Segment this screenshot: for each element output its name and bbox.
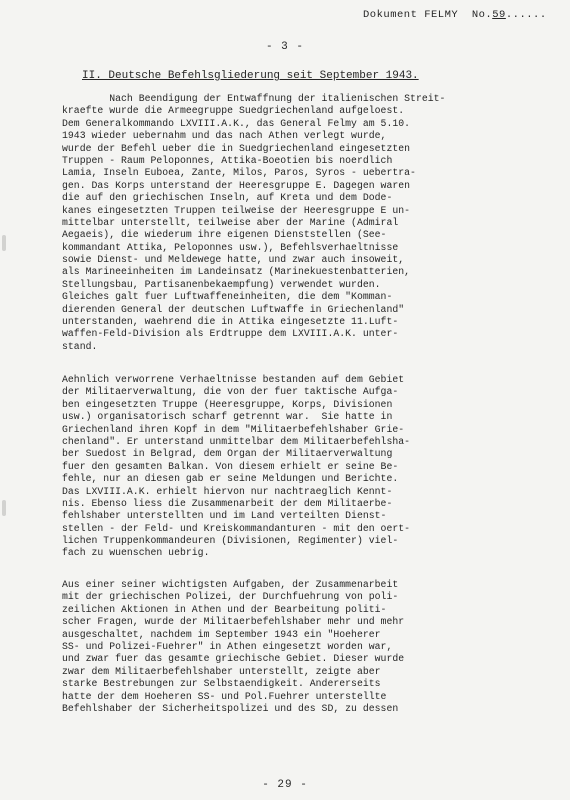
text-line: lichen Truppenkommandeuren (Divisionen, Regimenter) viel- (62, 535, 399, 547)
text-line: Aehnlich verworrene Verhaeltnisse bestanden auf dem Gebiet (62, 374, 405, 385)
text-line: Nach Beendigung der Entwaffnung der italienischen Streit- (62, 93, 446, 104)
text-line: als Marineeinheiten im Landeinsatz (Marinekuestenbatterien, (62, 266, 411, 278)
text-line: zeilichen Aktionen in Athen und der Bearbeitung politi- (62, 603, 387, 615)
text-line: Aus einer seiner wichtigsten Aufgaben, der Zusammenarbeit (62, 579, 399, 590)
text-line: dierenden General der deutschen Luftwaffe in Griechenland" (62, 303, 405, 315)
document-label: Dokument FELMY No. (363, 9, 493, 21)
text-line: kanes eingesetzten Truppen teilweise der Heeresgruppe E un- (62, 204, 411, 216)
paragraph-1 (62, 93, 532, 353)
text-line: stellen - der Feld- und Kreiskommandanturen - mit den oert- (62, 522, 411, 534)
text-line: gen. Das Korps unterstand der Heeresgruppe E. Dagegen waren (62, 179, 411, 191)
text-line: der Militaerverwaltung, die von der fuer taktische Aufga- (62, 386, 399, 398)
text-line: nis. Ebenso liess die Zusammenarbeit der dem Militaerbe- (62, 497, 393, 509)
document-reference (363, 9, 547, 21)
text-line: Befehlshaber der Sicherheitspolizei und des SD, zu dessen (62, 702, 399, 714)
punch-hole-mark (2, 235, 6, 251)
text-line: hatte der dem Hoeheren SS- und Pol.Fuehrer unterstellte (62, 690, 387, 702)
document-number: 59 (492, 9, 506, 21)
text-line: unterstanden, waehrend die in Attika eingesetzte 11.Luft- (62, 316, 399, 328)
text-line: mit der griechischen Polizei, der Durchfuehrung von poli- (62, 591, 399, 603)
text-line: ber Suedost in Belgrad, dem Organ der Militaerverwaltung (62, 448, 393, 460)
document-number-dots: ...... (505, 9, 547, 21)
text-line: usw.) organisatorisch scharf getrennt war. Sie hatte in (62, 411, 393, 423)
section-heading: II. Deutsche Befehlsgliederung seit September 1943. (82, 70, 419, 82)
text-line: Stellungsbau, Partisanenbekaempfung) verwendet wurden. (62, 278, 381, 290)
text-line: und zwar fuer das gesamte griechische Gebiet. Dieser wurde (62, 653, 405, 665)
page-number: - 3 - (265, 41, 304, 53)
text-line: Dem Generalkommando LXVIII.A.K., das General Felmy am 5.10. (62, 117, 411, 129)
text-line: Truppen - Raum Peloponnes, Attika-Boeotien bis noerdlich (62, 154, 393, 166)
text-line: scher Fragen, wurde der Militaerbefehlshaber mehr und mehr (62, 616, 405, 628)
text-line: Aegaeis), die wiederum ihre eigenen Dienststellen (See- (62, 229, 387, 241)
text-line: fehlshaber unterstellten und im Land verteilten Dienst- (62, 510, 387, 522)
text-line: chenland". Er unterstand unmittelbar dem Militaerbefehlsha- (62, 435, 411, 447)
text-line: Griechenland ihren Kopf in dem "Militaerbefehlshaber Grie- (62, 423, 405, 435)
text-line: Gleiches galt fuer Luftwaffeneinheiten, die dem "Komman- (62, 291, 393, 303)
text-line: ausgeschaltet, nachdem im September 1943 ein "Hoeherer (62, 628, 381, 640)
punch-hole-mark (2, 500, 6, 516)
text-line: mittelbar unterstellt, teilweise aber der Marine (Admiral (62, 216, 399, 228)
paragraph-2 (62, 374, 532, 560)
text-line: sowie Dienst- und Meldewege hatte, und zwar auch insoweit, (62, 254, 405, 266)
text-line: ben eingesetzten Truppe (Heeresgruppe, Korps, Divisionen (62, 398, 393, 410)
text-line: SS- und Polizei-Fuehrer" in Athen eingesetzt worden war, (62, 640, 393, 652)
text-line: Lamia, Inseln Euboea, Zante, Milos, Paros, Syros - uebertra- (62, 167, 416, 179)
text-line: fuer den gesamten Balkan. Von diesem erhielt er seine Be- (62, 460, 399, 472)
text-line: zwar dem Militaerbefehlshaber unterstellt, zeigte aber (62, 665, 381, 677)
text-line: die auf den griechischen Inseln, auf Kreta und dem Dode- (62, 192, 393, 204)
text-line: waffen-Feld-Division als Erdtruppe dem LXVIII.A.K. unter- (62, 328, 399, 340)
text-line: starke Bestrebungen zur Selbstaendigkeit. Andererseits (62, 678, 381, 690)
text-line: kraefte wurde die Armeegruppe Suedgriechenland aufgeloest. (62, 105, 405, 117)
paragraph-3 (62, 579, 532, 715)
text-line: 1943 wieder uebernahm und das nach Athen verlegt wurde, (62, 130, 387, 142)
text-line: fehle, nur an diesen gab er seine Meldungen und Berichte. (62, 473, 399, 485)
text-line: wurde der Befehl ueber die in Suedgriechenland eingesetzten (62, 142, 411, 154)
text-line: kommandant Attika, Peloponnes usw.), Befehlsverhaeltnisse (62, 241, 399, 253)
text-line: fach zu wuenschen uebrig. (62, 547, 210, 559)
text-line: Das LXVIII.A.K. erhielt hiervon nur nachtraeglich Kennt- (62, 485, 393, 497)
footer-page-number: - 29 - (262, 779, 308, 791)
text-line: stand. (62, 340, 98, 352)
